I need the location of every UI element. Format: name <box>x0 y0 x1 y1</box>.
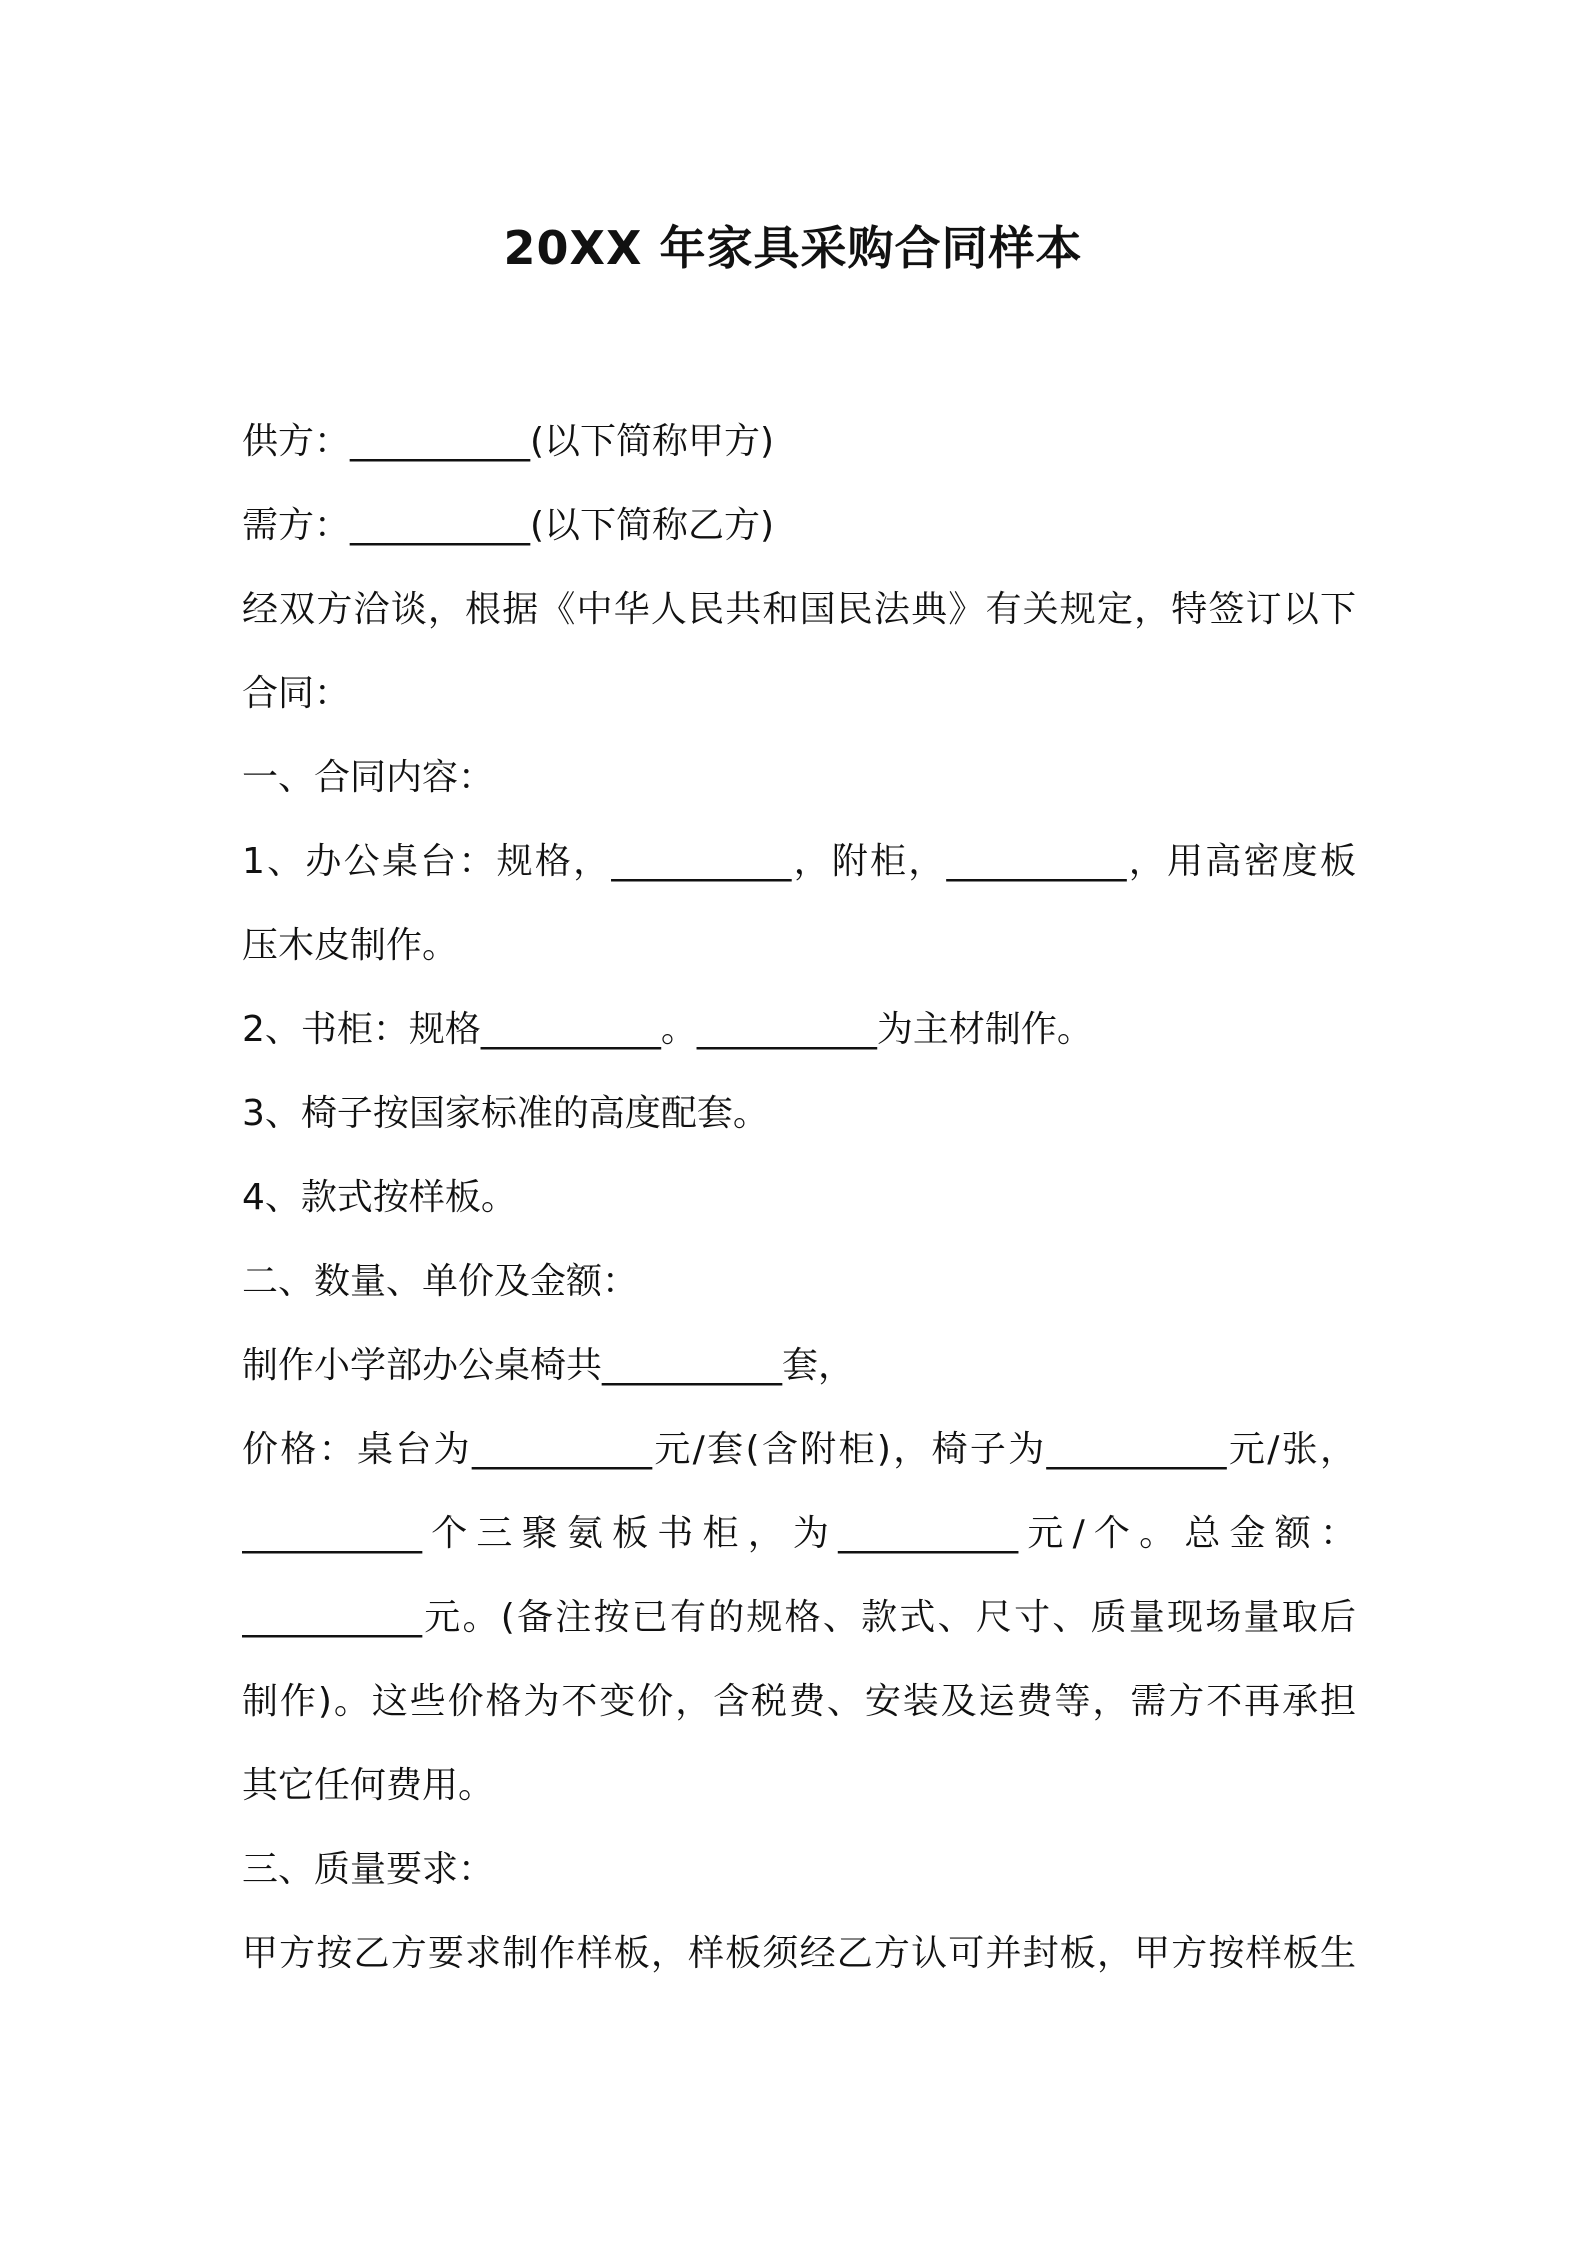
supplier-line: 供方：__________(以下简称甲方) <box>242 421 775 462</box>
preamble-line: 合同： <box>242 673 351 714</box>
section-heading: 二、数量、单价及金额： <box>242 1261 639 1302</box>
clause-line: 1、办公桌台：规格，__________，附柜，__________，用高密度板 <box>242 841 1356 882</box>
section-heading: 三、质量要求： <box>242 1849 495 1890</box>
clause-line: 2、书柜：规格__________。__________为主材制作。 <box>242 1009 1093 1050</box>
buyer-line: 需方：__________(以下简称乙方) <box>242 505 775 546</box>
clause-line: 其它任何费用。 <box>242 1765 495 1806</box>
clause-line: 4、款式按样板。 <box>242 1177 517 1218</box>
clause-line: 制作)。这些价格为不变价，含税费、安装及运费等，需方不再承担 <box>242 1681 1356 1722</box>
clause-line: __________个三聚氨板书柜，为__________元/个。总金额： <box>242 1513 1356 1554</box>
clause-line: 制作小学部办公桌椅共__________套， <box>242 1345 855 1386</box>
document-body <box>242 400 1356 1996</box>
clause-line: 价格：桌台为__________元/套(含附柜)，椅子为__________元/张， <box>242 1429 1356 1470</box>
clause-line: __________元。(备注按已有的规格、款式、尺寸、质量现场量取后 <box>242 1597 1356 1638</box>
clause-line: 3、椅子按国家标准的高度配套。 <box>242 1093 769 1134</box>
clause-line: 甲方按乙方要求制作样板，样板须经乙方认可并封板，甲方按样板生 <box>242 1933 1356 1974</box>
document-title: 20XX 年家具采购合同样本 <box>503 221 1083 275</box>
section-heading: 一、合同内容： <box>242 757 495 798</box>
clause-line: 压木皮制作。 <box>242 925 459 966</box>
preamble-line: 经双方洽谈，根据《中华人民共和国民法典》有关规定，特签订以下 <box>242 589 1356 630</box>
